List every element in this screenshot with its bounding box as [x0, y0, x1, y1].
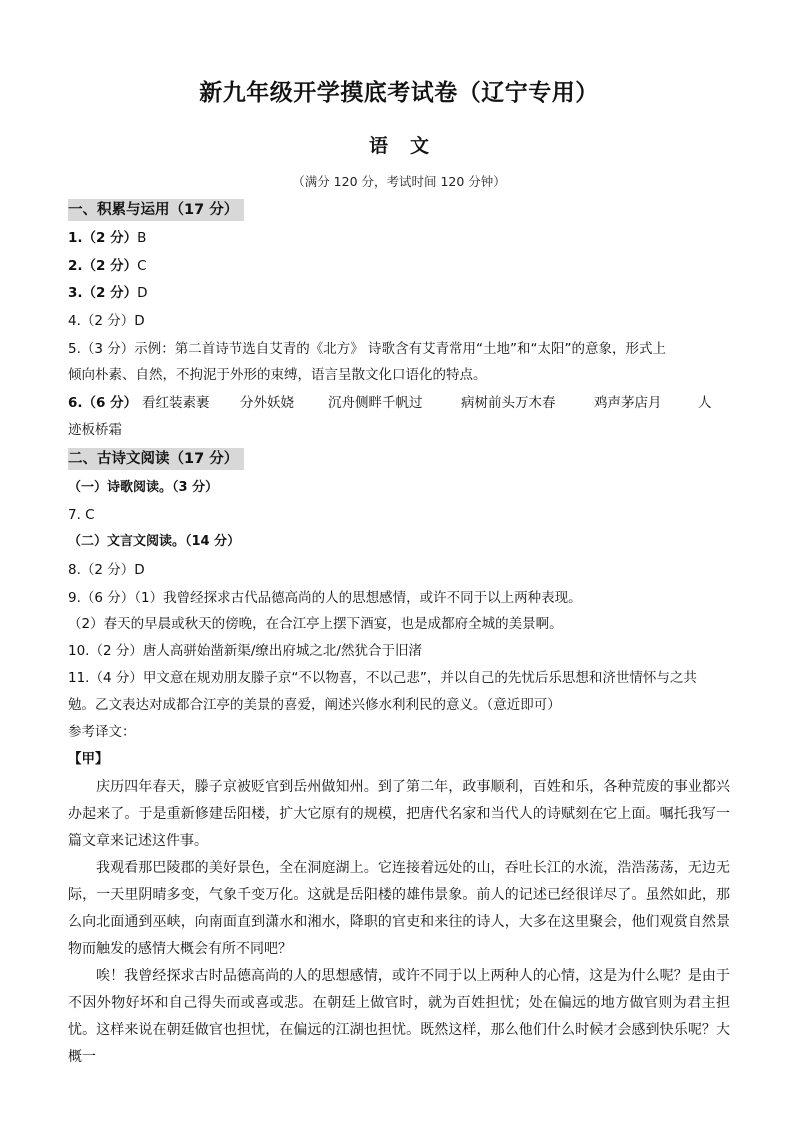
answer-3 — [68, 283, 730, 303]
answer-score: （2 分） — [80, 313, 135, 329]
subsection-classical: （二）文言文阅读。（14 分） — [68, 534, 241, 549]
answer-6-item: 分外妖娆 — [240, 395, 294, 411]
subject-char-2: 文 — [410, 135, 430, 157]
answer-5-line-1: 5.（3 分）示例：第二首诗节选自艾青的《北方》 诗歌含有艾青常用“土地”和“太阳”的意象，形式上 — [68, 341, 667, 357]
translation-paragraph: 我观看那巴陵郡的美好景色，全在洞庭湖上。它连接着远处的山，吞吐长江的水流，浩浩荡荡，无边无际，一天里阴晴多变，气象千变万化。这就是岳阳楼的雄伟景象。前人的记述已经很详尽了。虽然如此，那么向北面通到巫峡，向南面直到潇水和湘水，降职的官吏和来往的诗人，大多在这里聚会，他们观赏自然景物而触发的感情大概会有所不同吧？ — [68, 860, 730, 957]
answer-6-item: 人 — [698, 395, 712, 411]
answer-6-label: 6.（6 分） — [68, 395, 138, 411]
translation-paragraph: 唉！我曾经探求古时品德高尚的人的思想感情，或许不同于以上两种人的心情，这是为什么呢？是由于不因外物好坏和自己得失而或喜或悲。在朝廷上做官时，就为百姓担忧；处在偏远的地方做官则为君主担忧。这样来说在朝廷做官也担忧，在偏远的江湖也担忧。既然这样，那么他们什么时候才会感到快乐呢？大概一 — [68, 968, 730, 1065]
answer-6-item: 鸡声茅店月 — [594, 395, 662, 411]
answer-1 — [68, 228, 730, 248]
answer-value: D — [137, 285, 148, 301]
answer-6-line-1 — [68, 393, 730, 413]
answer-value: D — [134, 313, 145, 329]
answer-number: 3. — [68, 285, 83, 301]
translation-body — [68, 774, 730, 1071]
answer-6-item: 看红装素裹 — [142, 395, 210, 411]
answer-number: 1. — [68, 230, 83, 246]
answer-value: B — [137, 230, 147, 246]
answer-9-line-2: （2）春天的早晨或秋天的傍晚，在合江亭上摆下酒宴，也是成都府全城的美景啊。 — [68, 616, 563, 632]
answer-6-item: 病树前头万木春 — [461, 395, 556, 411]
answer-4 — [68, 311, 730, 331]
answer-number: 4. — [68, 313, 81, 329]
section-heading-2: 二、古诗文阅读（17 分） — [68, 448, 244, 470]
answer-score: （2 分） — [82, 285, 138, 301]
answer-score: （2 分） — [82, 230, 138, 246]
subsection-poetry: （一）诗歌阅读。（3 分） — [68, 480, 219, 495]
subject-title — [68, 131, 730, 158]
translation-paragraph: 庆历四年春天，滕子京被贬官到岳州做知州。到了第二年，政事顺利，百姓和乐，各种荒废的事业都兴办起来了。于是重新修建岳阳楼，扩大它原有的规模，把唐代名家和当代人的诗赋刻在它上面。嘱托我写一篇文章来记述这件事。 — [68, 779, 730, 849]
answer-11-line-1: 11.（4 分）甲文意在规劝朋友滕子京“不以物喜，不以己悲”，并以自己的先忧后乐思想和济世情怀与之共 — [68, 670, 697, 686]
answer-9-line-1: 9.（6 分）（1）我曾经探求古代品德高尚的人的思想感情，或许不同于以上两种表现。 — [68, 590, 582, 606]
page-title: 新九年级开学摸底考试卷（辽宁专用） — [199, 80, 599, 106]
answer-2 — [68, 256, 730, 276]
answer-8: 8.（2 分）D — [68, 562, 145, 578]
answer-6-item: 沉舟侧畔千帆过 — [328, 395, 423, 411]
passage-label-jia: 【甲】 — [68, 751, 109, 767]
answer-5-line-2: 倾向朴素、自然，不拘泥于外形的束缚，语言呈散文化口语化的特点。 — [68, 367, 487, 383]
answer-value: C — [137, 258, 147, 274]
exam-note: （满分 120 分，考试时间 120 分钟） — [292, 174, 506, 189]
subject-char-1: 语 — [368, 135, 388, 157]
answer-11-line-2: 勉。乙文表达对成都合江亭的美景的喜爱，阐述兴修水利利民的意义。（意近即可） — [68, 697, 561, 713]
answer-7: 7. C — [68, 507, 95, 523]
section-heading-1: 一、积累与运用（17 分） — [68, 199, 244, 221]
reference-translation-label: 参考译文： — [68, 724, 136, 740]
answer-10: 10.（2 分）唐人高骈始凿新渠/缭出府城之北/然犹合于旧渚 — [68, 643, 422, 659]
answer-number: 2. — [68, 258, 83, 274]
answer-6-line-2: 迹板桥霜 — [68, 422, 122, 438]
answer-score: （2 分） — [82, 258, 138, 274]
